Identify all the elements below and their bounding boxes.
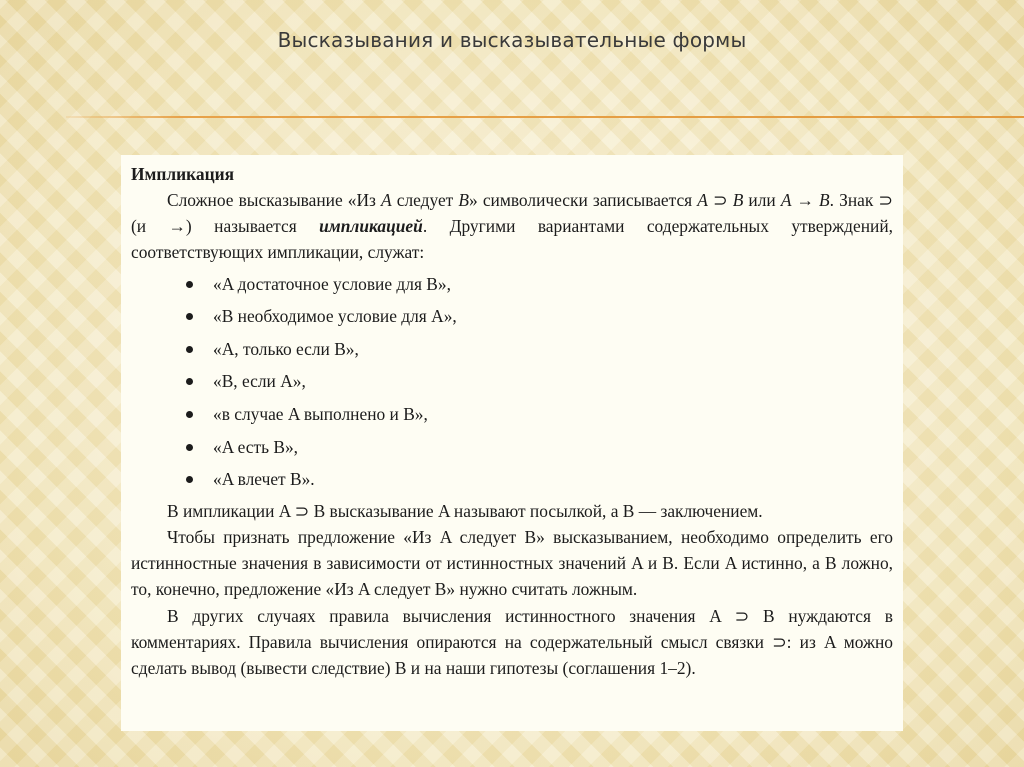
list-item-text: «B необходимое условие для A», xyxy=(213,306,457,327)
bullet-icon xyxy=(186,444,193,451)
intro-paragraph xyxy=(131,187,893,266)
intro-text: Сложное высказывание «Из xyxy=(167,190,382,210)
bullet-icon xyxy=(186,346,193,353)
intro-text: следует xyxy=(391,190,459,210)
list-item xyxy=(131,333,893,366)
section-heading: Импликация xyxy=(131,164,235,184)
bullet-icon xyxy=(186,476,193,483)
list-item-text: «A есть B», xyxy=(213,436,299,457)
list-item-text: «B, если A», xyxy=(213,371,306,392)
title-divider xyxy=(66,116,1024,118)
intro-text: → xyxy=(791,190,820,210)
bullet-icon xyxy=(186,411,193,418)
intro-var: A xyxy=(381,190,392,210)
intro-text: . Другими вариантами содержательных утверждений, соответствующих импликации, служат: xyxy=(131,216,894,263)
intro-var: A xyxy=(697,190,708,210)
truth-value-paragraph: Чтобы признать предложение «Из A следует B» высказыванием, необходимо определить его истинностные значения в зависимости от истинностных значений A и B. Если A истинно, а B ложно, то, конечно, предложение «Из A следует B» нужно считать ложным. xyxy=(131,526,893,600)
intro-var: B xyxy=(819,190,830,210)
intro-text: . Знак ⊃ (и →) называется xyxy=(131,190,893,237)
intro-var: B xyxy=(732,190,744,210)
list-item-text: «A влечет B». xyxy=(213,469,315,490)
list-item xyxy=(131,268,893,301)
premise-conclusion-paragraph: В импликации A ⊃ B высказывание A называют посылкой, а B — заключением. xyxy=(167,500,763,521)
list-item-text: «A достаточное условие для B», xyxy=(213,273,451,294)
intro-text: » символически записывается xyxy=(469,190,698,210)
intro-var: A xyxy=(780,190,792,210)
list-item-text: «A, только если B», xyxy=(213,338,359,359)
evaluation-rules-paragraph: В других случаях правила вычисления истинностного значения A ⊃ B нуждаются в комментариях. Правила вычисления опираются на содержательный смысл связки ⊃: из A можно сделать вывод (вывести следствие) B и на наши гипотезы (соглашения 1–2). xyxy=(131,605,893,678)
list-item xyxy=(131,463,893,496)
list-item xyxy=(131,398,893,431)
document-excerpt xyxy=(121,155,903,731)
defined-term: импликацией xyxy=(319,216,423,237)
list-item xyxy=(131,431,893,464)
bullet-icon xyxy=(186,313,193,320)
bullet-icon xyxy=(186,281,193,288)
implication-variants-list xyxy=(131,268,893,496)
list-item xyxy=(131,365,893,398)
slide-title: Высказывания и высказывательные формы xyxy=(277,28,747,52)
list-item-text: «в случае A выполнено и B», xyxy=(213,403,428,424)
intro-var: B xyxy=(458,190,470,210)
intro-text: ⊃ xyxy=(707,190,733,210)
intro-text: или xyxy=(743,190,781,210)
list-item xyxy=(131,300,893,333)
bullet-icon xyxy=(186,378,193,385)
